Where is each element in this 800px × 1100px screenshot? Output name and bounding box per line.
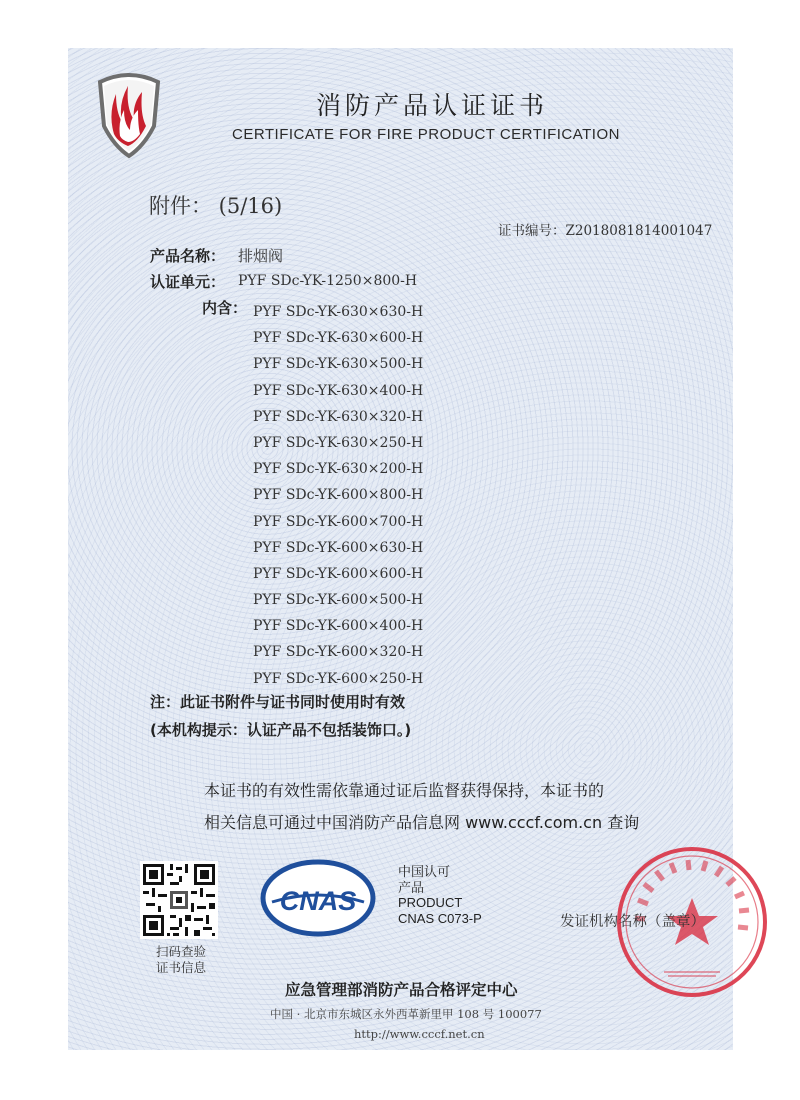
certification-unit-label: 认证单元：: [150, 273, 226, 291]
attachment-index: 附件： (5/16): [149, 194, 283, 218]
cnas-info: [398, 864, 482, 926]
contains-label: 内含：: [202, 299, 248, 317]
organization-address: 中国 · 北京市东城区永外西革新里甲 108 号 100077: [270, 1007, 542, 1021]
cnas-line-1: 中国认可: [398, 864, 451, 879]
product-name-label: 产品名称：: [150, 247, 226, 265]
model-item: PYF SDc-YK-600×630-H: [253, 539, 424, 556]
model-item: PYF SDc-YK-600×320-H: [253, 644, 424, 661]
validity-statement-line2: 相关信息可通过中国消防产品信息网 www.cccf.com.cn 查询: [204, 813, 640, 832]
model-item: PYF SDc-YK-600×250-H: [253, 670, 424, 687]
organization-website: http://www.cccf.net.cn: [354, 1027, 485, 1041]
model-item: PYF SDc-YK-630×250-H: [253, 434, 424, 451]
institution-reminder: (本机构提示：认证产品不包括装饰口。): [150, 721, 412, 739]
model-item: PYF SDc-YK-630×400-H: [253, 382, 424, 399]
validity-statement-line1: 本证书的有效性需依靠通过证后监督获得保持，本证书的: [204, 781, 605, 800]
model-item: PYF SDc-YK-600×600-H: [253, 565, 424, 582]
model-item: PYF SDc-YK-630×600-H: [253, 330, 424, 347]
fire-certification-logo: [94, 64, 164, 160]
cnas-logo-text: CNAS: [279, 886, 357, 916]
model-item: PYF SDc-YK-630×320-H: [253, 408, 424, 425]
model-item: PYF SDc-YK-600×400-H: [253, 618, 424, 635]
model-item: PYF SDc-YK-630×630-H: [253, 304, 424, 320]
cnas-line-4: CNAS C073-P: [398, 910, 482, 926]
issuing-organization: 应急管理部消防产品合格评定中心: [285, 981, 518, 999]
model-item: PYF SDc-YK-630×200-H: [253, 461, 424, 478]
certificate-title-en: CERTIFICATE FOR FIRE PRODUCT CERTIFICATION: [232, 126, 620, 143]
cnas-accreditation-logo: [258, 858, 378, 938]
model-item: PYF SDc-YK-600×500-H: [253, 592, 424, 609]
cnas-line-2: 产品: [398, 879, 425, 895]
issuing-authority-label: 发证机构名称（盖章）: [560, 914, 705, 930]
certificate-title-cn: 消防产品认证证书: [316, 91, 549, 120]
certification-unit-value: PYF SDc-YK-1250×800-H: [238, 273, 418, 289]
attachment-note: 注：此证书附件与证书同时使用时有效: [150, 693, 406, 711]
model-item: PYF SDc-YK-600×800-H: [253, 487, 424, 504]
product-name-value: 排烟阀: [238, 247, 284, 265]
cnas-line-3: PRODUCT: [398, 895, 463, 910]
qr-caption: 扫码查验证书信息: [155, 944, 206, 975]
model-list: [253, 299, 423, 692]
qr-code: [140, 861, 218, 939]
model-item: PYF SDc-YK-630×500-H: [253, 356, 424, 373]
model-item: PYF SDc-YK-600×700-H: [253, 513, 424, 530]
certificate-number: 证书编号：Z2018081814001047: [498, 223, 713, 239]
